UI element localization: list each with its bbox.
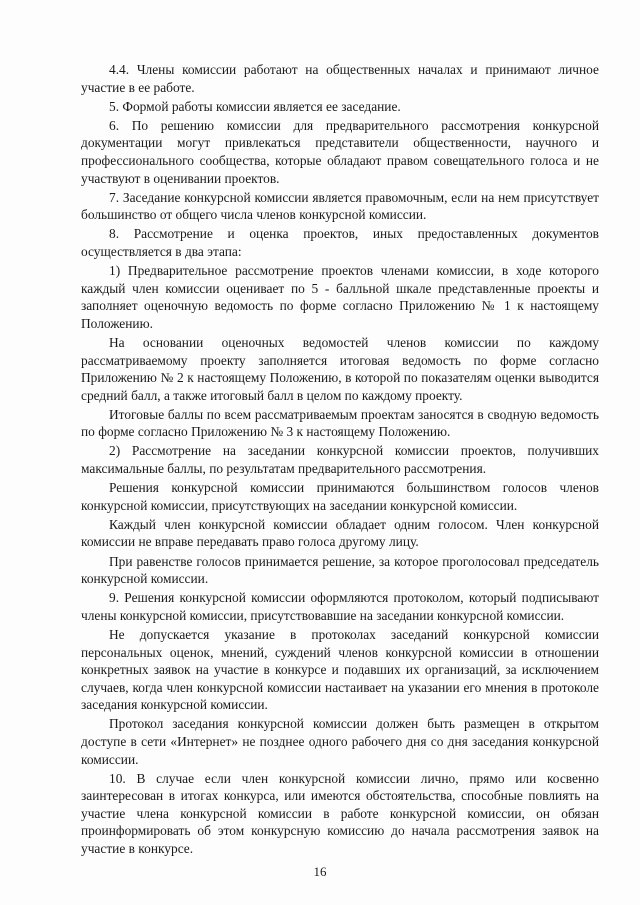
paragraph-8-stage-2: 2) Рассмотрение на заседании конкурсной комиссии проектов, получивших максимальные баллы, по результатам предварительного рассмотрения. <box>81 443 599 477</box>
paragraph-final-scores: Итоговые баллы по всем рассматриваемым проектам заносятся в сводную ведомость по форме согласно Приложению № 3 к настоящему Положению. <box>81 406 599 440</box>
paragraph-7: 7. Заседание конкурсной комиссии является правомочным, если на нем присутствует большинство от общего числа членов конкурсной комиссии. <box>81 189 599 223</box>
page-number: 16 <box>313 864 327 879</box>
paragraph-protocol-publication: Протокол заседания конкурсной комиссии должен быть размещен в открытом доступе в сети «Интернет» не позднее одного рабочего дня со дня заседания конкурсной комиссии. <box>81 716 599 767</box>
paragraph-6: 6. По решению комиссии для предварительного рассмотрения конкурсной документации могут привлекаться представители общественности, научного и профессионального сообщества, которые обладают правом совещательного голоса и не участвуют в оценивании проектов. <box>81 117 599 186</box>
paragraph-decisions: Решения конкурсной комиссии принимаются большинством голосов членов конкурсной комиссии, присутствующих на заседании конкурсной комиссии. <box>81 480 599 513</box>
paragraph-protocol-restrictions: Не допускается указание в протоколах заседаний конкурсной комиссии персональных оценок, мнений, суждений членов конкурсной комиссии в отношении конкретных заявок на участие в конкурсе и подавших их организаций, за исключением случаев, когда член конкурсной комиссии настаивает на указании его мнения в протоколе заседания конкурсной комиссии. <box>81 626 599 713</box>
paragraph-10: 10. В случае если член конкурсной комиссии лично, прямо или косвенно заинтересован в итогах конкурса, или имеются обстоятельства, способные повлиять на участие члена конкурсной комиссии в работе конкурсной комиссии, он обязан проинформировать об этом конкурсную комиссию до начала рассмотрения заявок на участие в конкурсе. <box>81 770 599 857</box>
paragraph-summary-sheet: На основании оценочных ведомостей членов комиссии по каждому рассматриваемому проекту заполняется итоговая ведомость по форме согласно Приложению № 2 к настоящему Положению, в которой по показателям оценки выводится средний балл, а также итоговый балл в целом по каждому проекту. <box>81 334 599 403</box>
paragraph-8: 8. Рассмотрение и оценка проектов, иных предоставленных документов осуществляется в два этапа: <box>81 226 599 259</box>
paragraph-tie-vote: При равенстве голосов принимается решение, за которое проголосовал председатель конкурсной комиссии. <box>81 553 599 587</box>
paragraph-4-4: 4.4. Члены комиссии работают на общественных началах и принимают личное участие в ее работе. <box>81 62 599 95</box>
paragraph-5: 5. Формой работы комиссии является ее заседание. <box>109 98 401 114</box>
paragraph-9: 9. Решения конкурсной комиссии оформляются протоколом, который подписывают члены конкурсной комиссии, присутствовавшие на заседании конкурсной комиссии. <box>81 590 599 623</box>
paragraph-one-vote: Каждый член конкурсной комиссии обладает одним голосом. Член конкурсной комиссии не вправе передавать право голоса другому лицу. <box>81 516 599 550</box>
document-body <box>81 61 599 859</box>
paragraph-8-stage-1: 1) Предварительное рассмотрение проектов членами комиссии, в ходе которого каждый член комиссии оценивает по 5 - балльной шкале представленные проекты и заполняет оценочную ведомость по форме согласно Приложению № 1 к настоящему Положению. <box>81 263 599 331</box>
